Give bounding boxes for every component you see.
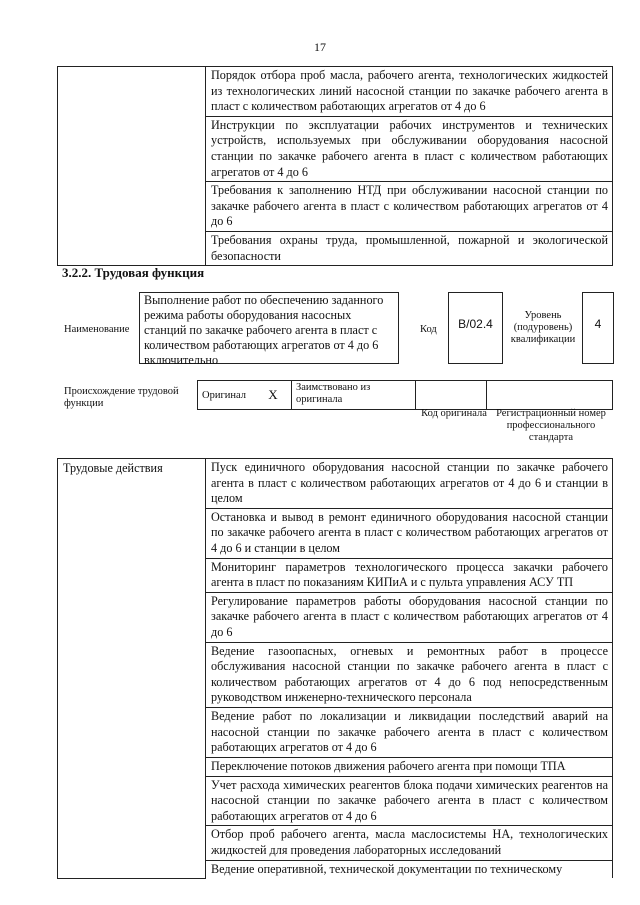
reg-number-caption: Регистрационный номер профессионального стандарта — [496, 408, 606, 443]
level-value: 4 — [594, 317, 602, 331]
code-value: B/02.4 — [458, 317, 493, 331]
original-mark: X — [255, 381, 292, 410]
table-cell: Остановка и вывод в ремонт единичного оборудования насосной станции по закачке рабочего агента в пласт с количеством работающих агрегатов от 4 до 6 и станции в целом — [206, 508, 613, 558]
code-label: Код — [420, 324, 437, 335]
table-cell: Требования к заполнению НТД при обслуживании насосной станции по закачке рабочего агента в пласт с количеством работающих агрегатов от 4 до 6 — [206, 182, 613, 232]
table-cell: Ведение работ по локализации и ликвидации последствий аварий на насосной станции по закачке рабочего агента в пласт с количеством работающих агрегатов от 4 до 6 — [206, 707, 613, 757]
table-row — [198, 381, 613, 410]
reg-number-cell — [487, 381, 613, 410]
origin-table — [197, 380, 613, 410]
table-cell: Ведение оперативной, технической документации по техническому — [206, 860, 613, 878]
table-cell: Пуск единичного оборудования насосной станции по закачке рабочего агента в пласт с количеством работающих агрегатов от 4 до 6 и станции в целом — [206, 459, 613, 509]
table-cell: Ведение газоопасных, огневых и ремонтных работ в процессе обслуживания насосной станции по закачке рабочего агента в пласт с количеством работающих агрегатов от 4 до 6 под непосредственным руководством инженерно-технического персонала — [206, 642, 613, 707]
code-box — [448, 292, 503, 364]
labor-actions-table — [57, 458, 613, 879]
code-original-cell — [416, 381, 487, 410]
name-label: Наименование — [64, 324, 130, 335]
table-cell: Мониторинг параметров технологического процесса закачки рабочего агента в пласт по показаниям КИПиА и с пульта управления АСУ ТП — [206, 558, 613, 592]
origin-label: Происхождение трудовой функции — [64, 386, 179, 409]
empty-label-cell — [58, 67, 206, 266]
section-title: 3.2.2. Трудовая функция — [62, 265, 205, 280]
level-box — [582, 292, 614, 364]
page-number: 17 — [314, 40, 326, 54]
actions-label: Трудовые действия — [58, 459, 206, 879]
original-label: Оригинал — [198, 381, 256, 410]
code-original-caption: Код оригинала — [421, 408, 487, 419]
function-name: Выполнение работ по обеспечению заданного режима работы оборудования насосных станций по закачке рабочего агента в пласт с количеством работающих агрегатов от 4 до 6 включительно — [144, 293, 384, 367]
knowledge-table — [57, 66, 613, 266]
table-cell: Переключение потоков движения рабочего агента при помощи ТПА — [206, 757, 613, 776]
borrowed-label: Заимствовано из оригинала — [292, 381, 416, 410]
table-row — [58, 67, 613, 117]
table-row — [58, 459, 613, 509]
table-cell: Регулирование параметров работы оборудования насосной станции по закачке рабочего агента в пласт с количеством работающих агрегатов от 4 до 6 — [206, 592, 613, 642]
table-cell: Порядок отбора проб масла, рабочего агента, технологических жидкостей из технологических линий насосной станции по закачке рабочего агента в пласт с количеством работающих агрегатов от 4 до 6 — [206, 67, 613, 117]
table-cell: Инструкции по эксплуатации рабочих инструментов и технических устройств, используемых при обслуживании оборудования насосной станции по закачке рабочего агента в пласт с количеством работающих агрегатов от 4 до 6 — [206, 116, 613, 181]
level-label: Уровень (подуровень) квалификации — [510, 310, 576, 345]
table-cell: Отбор проб рабочего агента, масла маслосистемы НА, технологических жидкостей для проведения лабораторных исследований — [206, 826, 613, 860]
table-cell: Требования охраны труда, промышленной, пожарной и экологической безопасности — [206, 231, 613, 265]
function-name-box — [139, 292, 399, 367]
table-cell: Учет расхода химических реагентов блока подачи химических реагентов на насосной станции по закачке рабочего агента в пласт с количеством работающих агрегатов от 4 до 6 — [206, 776, 613, 826]
